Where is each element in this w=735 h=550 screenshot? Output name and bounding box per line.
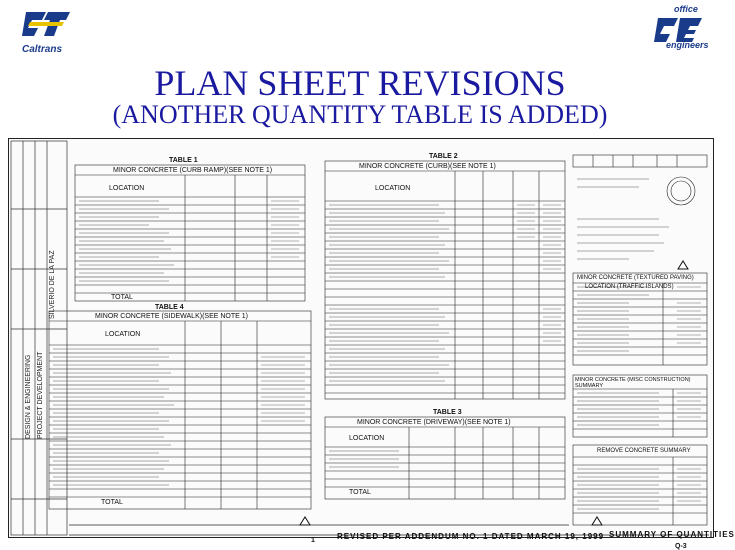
table3-location-header: LOCATION — [349, 435, 385, 442]
table1-caption: MINOR CONCRETE (CURB RAMP)(SEE NOTE 1) — [113, 167, 273, 174]
caltrans-logo-icon — [20, 8, 80, 44]
table2-location-header: LOCATION — [375, 185, 411, 192]
office-engineers-logo-top: office — [674, 4, 698, 14]
misc-construction-caption: MINOR CONCRETE (MISC CONSTRUCTION) SUMMARY — [575, 377, 691, 389]
table1-total-label: TOTAL — [111, 294, 133, 301]
table4-title: TABLE 4 — [155, 304, 184, 311]
caltrans-wordmark: Caltrans — [22, 44, 63, 55]
table3-total-label: TOTAL — [349, 489, 371, 496]
plan-sheet-drawing — [8, 138, 735, 550]
revision-note: REVISED PER ADDENDUM NO. 1 DATED MARCH 19, 1999 — [337, 532, 605, 541]
side-label-design-engineering: DESIGN & ENGINEERING — [25, 354, 32, 439]
table2-title: TABLE 2 — [429, 153, 458, 160]
traffic-islands-header: LOCATION (TRAFFIC ISLANDS) — [585, 284, 674, 290]
revision-marker-number: 1 — [311, 537, 316, 544]
page-title: PLAN SHEET REVISIONS — [154, 63, 566, 103]
table1-location-header: LOCATION — [109, 185, 145, 192]
side-label-designer: SILVERIO DE LA PAZ — [49, 250, 56, 319]
office-engineers-logo — [644, 4, 714, 52]
table3-title: TABLE 3 — [433, 409, 462, 416]
table4-caption: MINOR CONCRETE (SIDEWALK)(SEE NOTE 1) — [95, 313, 248, 320]
side-label-project-development: PROJECT DEVELOPMENT — [37, 351, 44, 439]
table4-location-header: LOCATION — [105, 331, 141, 338]
office-engineers-logo-bottom: engineers — [666, 40, 709, 50]
caltrans-logo — [20, 8, 80, 58]
table1-title: TABLE 1 — [169, 157, 198, 164]
plan-sheet-linework — [9, 139, 713, 537]
sheet-number: Q-3 — [675, 543, 687, 550]
summary-of-quantities-title: SUMMARY OF QUANTITIES — [609, 530, 735, 539]
table2-caption: MINOR CONCRETE (CURB)(SEE NOTE 1) — [359, 163, 496, 170]
table3-caption: MINOR CONCRETE (DRIVEWAY)(SEE NOTE 1) — [357, 419, 511, 426]
remove-concrete-caption: REMOVE CONCRETE SUMMARY — [597, 448, 691, 454]
page-subtitle: (ANOTHER QUANTITY TABLE IS ADDED) — [112, 100, 608, 129]
table4-total-label: TOTAL — [101, 499, 123, 506]
textured-paving-caption: MINOR CONCRETE (TEXTURED PAVING) — [577, 275, 694, 281]
